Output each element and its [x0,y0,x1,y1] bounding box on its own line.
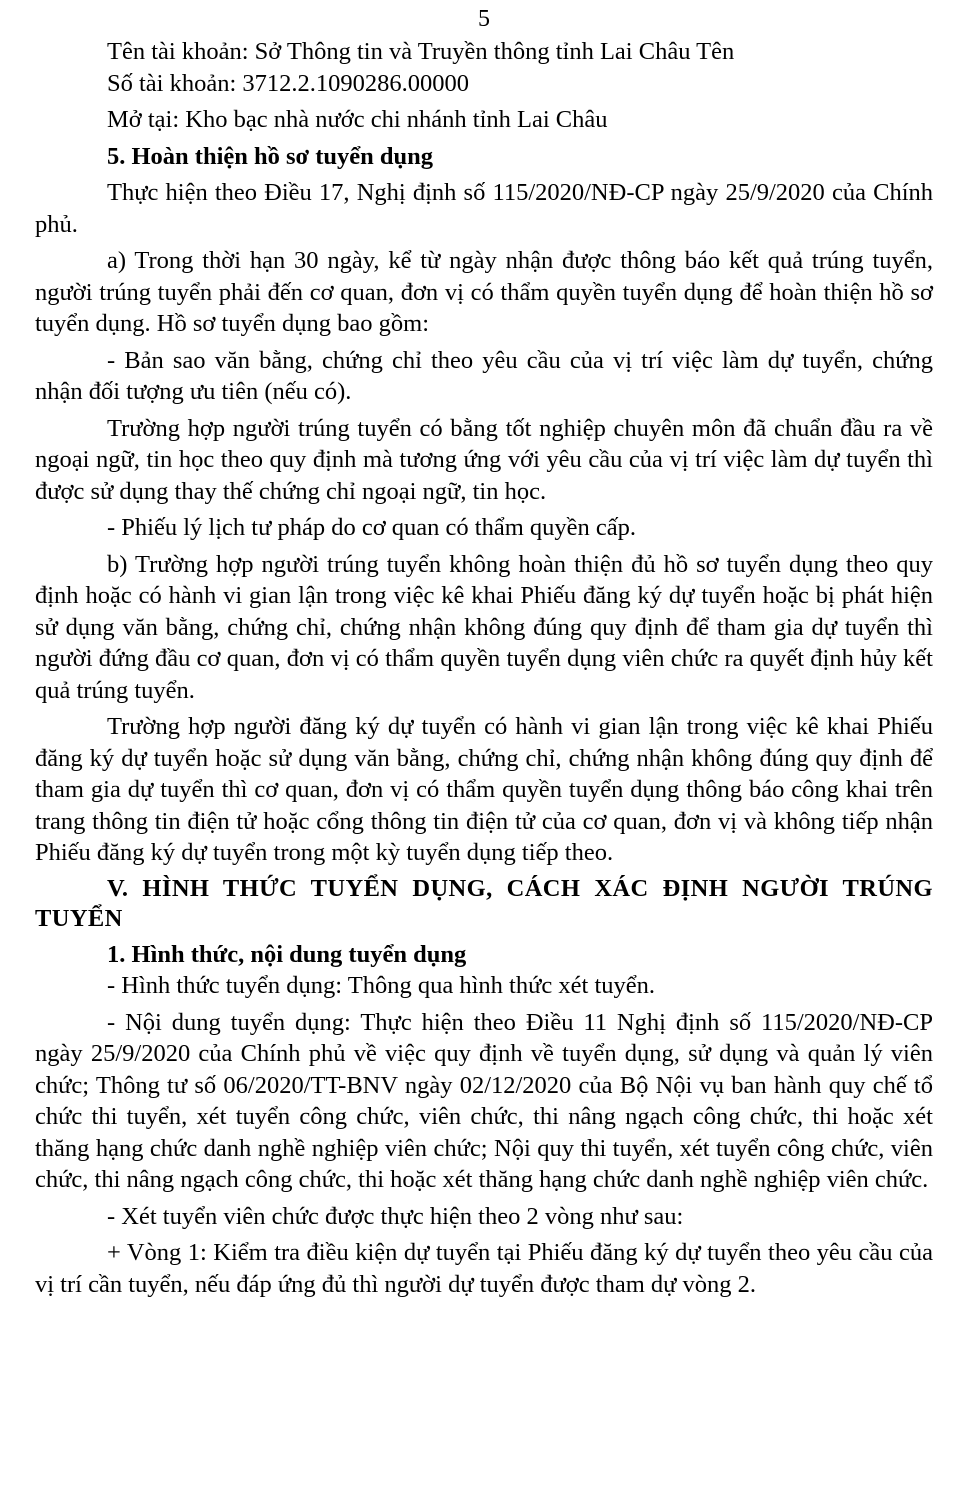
account-bank-line: Mở tại: Kho bạc nhà nước chi nhánh tỉnh Lai Châu [107,106,608,133]
page-number: 5 [478,6,490,32]
part-5-subsection-1-title: 1. Hình thức, nội dung tuyển dụng [107,940,467,968]
section-5-bullet-1: - Bản sao văn bằng, chứng chỉ theo yêu cầu của vị trí việc làm dự tuyển, chứng nhận đối tượng ưu tiên (nếu có). [35,346,933,405]
section-5-title: 5. Hoàn thiện hồ sơ tuyển dụng [107,142,434,170]
section-5-item-b: b) Trường hợp người trúng tuyển không hoàn thiện đủ hồ sơ tuyển dụng theo quy định hoặc có hành vi gian lận trong việc kê khai Phiếu đăng ký dự tuyển hoặc bị phát hiện sử dụng văn bằng, chứng chỉ, chứng nhận không đúng quy định để tham gia dự tuyển thì người đứng đầu cơ quan, đơn vị có thẩm quyền tuyển dụng viên chức ra quyết định hủy kết quả trúng tuyển. [35,550,933,704]
part-5-rounds-intro: - Xét tuyển viên chức được thực hiện theo 2 vòng như sau: [107,1202,684,1230]
part-5-round-1: + Vòng 1: Kiểm tra điều kiện dự tuyển tại Phiếu đăng ký dự tuyển theo yêu cầu của vị trí cần tuyển, nếu đáp ứng đủ thì người dự tuyển được tham dự vòng 2. [35,1239,933,1298]
account-number-line: Số tài khoản: 3712.2.1090286.00000 [107,69,470,97]
section-5-note-1: Trường hợp người trúng tuyển có bằng tốt nghiệp chuyên môn đã chuẩn đầu ra về ngoại ngữ, tin học theo quy định mà tương ứng với yêu cầu của vị trí việc làm dự tuyển thì được sử dụng thay thế chứng chỉ ngoại ngữ, tin học. [35,414,933,505]
section-5-bullet-2: - Phiếu lý lịch tư pháp do cơ quan có thẩm quyền cấp. [107,514,637,541]
section-5-intro: Thực hiện theo Điều 17, Nghị định số 115/2020/NĐ-CP ngày 25/9/2020 của Chính phủ. [35,179,933,238]
document-page [35,0,933,1300]
part-5-form: - Hình thức tuyển dụng: Thông qua hình thức xét tuyển. [107,972,656,999]
account-name-line: Tên tài khoản: Sở Thông tin và Truyền thông tỉnh Lai Châu Tên [107,38,735,65]
section-5-item-a: a) Trong thời hạn 30 ngày, kể từ ngày nhận được thông báo kết quả trúng tuyển, người trúng tuyển phải đến cơ quan, đơn vị có thẩm quyền tuyển dụng để hoàn thiện hồ sơ tuyển dụng. Hồ sơ tuyển dụng bao gồm: [35,247,933,337]
part-5-title: V. HÌNH THỨC TUYỂN DỤNG, CÁCH XÁC ĐỊNH NGƯỜI TRÚNG TUYỂN [35,874,933,932]
part-5-content: - Nội dung tuyển dụng: Thực hiện theo Điều 11 Nghị định số 115/2020/NĐ-CP ngày 25/9/2020 của Chính phủ về việc quy định về tuyển dụng, sử dụng và quản lý viên chức; Thông tư số 06/2020/TT-BNV ngày 02/12/2020 của Bộ Nội vụ ban hành quy chế tổ chức thi tuyển, xét tuyển công chức, viên chức, thi nâng ngạch công chức, thi hoặc xét thăng hạng chức danh nghề nghiệp viên chức; Nội quy thi tuyển, xét tuyển công chức, viên chức, thi nâng ngạch công chức, thi hoặc xét thăng hạng chức danh nghề nghiệp viên chức. [35,1008,933,1193]
section-5-note-2: Trường hợp người đăng ký dự tuyển có hành vi gian lận trong việc kê khai Phiếu đăng ký dự tuyển hoặc sử dụng văn bằng, chứng chỉ, chứng nhận không đúng quy định để tham gia dự tuyển thì cơ quan, đơn vị có thẩm quyền tuyển dụng thông báo công khai trên trang thông tin điện tử hoặc cổng thông tin điện tử của cơ quan, đơn vị và không tiếp nhận Phiếu đăng ký dự tuyển trong một kỳ tuyển dụng tiếp theo. [35,713,933,866]
